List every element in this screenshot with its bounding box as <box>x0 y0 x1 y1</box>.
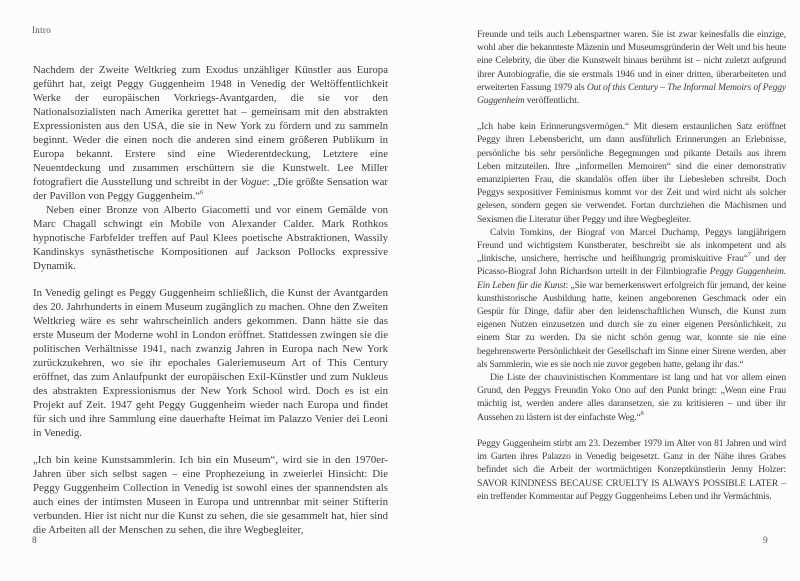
paragraph <box>33 63 388 203</box>
text-run: „Ich bin keine Kunstsammlerin. Ich bin ein Museum“, wird sie in den 1970er-Jahren über sich selbst sagen – eine Prophezeiung in zweierlei Hinsicht: Die Peggy Guggenheim Collection in Venedig ist sowohl eines der spannendsten als auch eines der intimsten Museen in Europa und untrennbar mit seiner Stifterin verbunden. Hier ist nicht nur die Kunst zu sehen, die sie gesammelt hat, hier sind die Arbeiten all der Menschen zu sehen, die ihre Wegbegleiter, <box>33 454 388 536</box>
paragraph <box>477 437 786 503</box>
text-run: „Ich habe kein Erinnerungsvermögen.“ Mit diesem erstaunlichen Satz eröffnet Peggy ihren Lebensbericht, um dann ausführlich Erinnerungen an Erlebnisse, persönliche bis sehr persönliche Begegnungen und pikante Details aus ihrem Leben mitzuteilen. Ihre „informellen Memoiren“ sind die einer demonstrativ emanzipierten Frau, die skandalös offen über ihr Liebesleben schreibt. Doch Peggys sexpositiver Feminismus kommt vor der Zeit und wird nicht als solcher gelesen, sondern gegen sie verwendet. Fortan durchziehen die Machismen und Sexismen die Literatur über Peggy und ihre Wegbegleiter. <box>477 121 786 225</box>
running-header: Intro <box>32 25 51 35</box>
paragraph <box>477 371 786 424</box>
paragraph <box>477 28 786 107</box>
paragraph <box>477 120 786 226</box>
page-number-right: 9 <box>763 536 768 546</box>
text-run: Peggy Guggenheim stirbt am 23. Dezember 1979 im Alter von 81 Jahren und wird im Garten ihres Palazzo in Venedig beigesetzt. Ganz in der Nähe ihres Grabes befindet sich die Arbeit der wortmächtigen Konzeptkünstlerin Jenny Holzer: SAVOR KINDNESS BECAUSE CRUELTY IS ALWAYS POSSIBLE LATER – ein treffender Kommentar auf Peggy Guggenheims Leben und ihr Vermächtnis. <box>477 437 786 502</box>
paragraph <box>33 286 388 440</box>
text-run: : „Sie war bemerkenswert erfolgreich für jemand, der keine kunsthistorische Ausbildung hatte, keinen angeborenen Geschmack oder ein Gespür für Dinge, dafür aber den leidenschaftlichen Wunsch, die Kunst zum eigenen Nutzen einzusetzen und durch sie zu einer eigenen Persönlichkeit, zu einem Star zu werden. Da sie nicht schön genug war, konnte sie nie eine begehrenswerte Persönlichkeit der Gesellschaft im Sinne einer Sirene werden, aber als Sammlerin, wie es sie noch nie zuvor gegeben hatte, gelang ihr das.“ <box>477 279 786 370</box>
italic-title: Peggy Guggenheim. Ein Leben für die Kunst <box>477 266 786 291</box>
italic-title: Out of this Century – The Informal Memoirs of Peggy Guggenheim <box>477 81 786 107</box>
text-run: Calvin Tomkins, der Biograf von Marcel Duchamp, Peggys langjährigem Freund und wichtigstem Kunstberater, beschreibt sie als inkompetent und als „linkische, unsichere, herrische und heißhungrig promiskuitive Frau“ <box>477 226 786 265</box>
italic-title: Vogue <box>240 176 267 188</box>
text-run: Freunde und teils auch Lebenspartner waren. Sie ist zwar keinesfalls die einzige, wohl aber die bekannteste Mäzenin und Museumsgründerin der Welt und bis heute eine Celebrity, die über die Kunstwelt hinaus berühmt ist – nicht zuletzt aufgrund ihrer Autobiografie, die sie erstmals 1946 und in einer dritten, überarbeiteten und erweiterten Fassung 1979 als <box>477 29 786 93</box>
page-number-left: 8 <box>32 536 37 546</box>
left-page-text-block <box>33 63 388 537</box>
text-run: In Venedig gelingt es Peggy Guggenheim schließlich, die Kunst der Avantgarden des 20. Jahrhunderts in einem Museum zugänglich zu machen. Ohne den Zweiten Weltkrieg wäre es sehr wahrscheinlich anders gekommen. Dann hätte sie das erste Museum der Moderne wohl in London eröffnet. Stattdessen zwingen sie die politischen Verhältnisse 1941, nach zwanzig Jahren in Europa nach New York zurückzukehren, wo sie ihr epochales Galeriemuseum Art of This Century eröffnet, das zum Anlaufpunkt der europäischen Exil-Künstler und zum Nukleus des abstrakten Expressionismus der New York School wird. Doch es ist ein Projekt auf Zeit. 1947 geht Peggy Guggenheim wieder nach Europa und findet für sich und ihre Sammlung eine dauerhafte Heimat im Palazzo Venier dei Leoni in Venedig. <box>33 287 388 439</box>
text-run: veröffentlicht. <box>524 95 579 107</box>
paragraph <box>477 226 786 371</box>
text-run: Neben einer Bronze von Alberto Giacometti und vor einem Gemälde von Marc Chagall schwingt ein Mobile von Alexander Calder. Mark Rothkos hypnotische Farbfelder treffen auf Paul Klees poetische Abstraktionen, Wassily Kandinskys synästhetische Kompositionen auf Jackson Pollocks expressive Dynamik. <box>33 204 388 272</box>
paragraph <box>33 453 388 537</box>
text-run: : „Die größte Sensation war der Pavillon von Peggy Guggenheim.“ <box>33 176 388 202</box>
text-run: Nachdem der Zweite Weltkrieg zum Exodus unzähliger Künstler aus Europa geführt hat, zeigt Peggy Guggenheim 1948 in Venedig der Weltöffentlichkeit Werke der europäischen Vorkriegs-Avantgarden, die sie vor den Nationalsozialisten nach Amerika gerettet hat – gemeinsam mit den abstrakten Expressionisten aus den USA, die sie in New York zu fördern und zu sammeln beginnt. Weder die einen noch die anderen sind einem größeren Publikum in Europa bekannt. Erstere sind eine Wiederentdeckung, Letztere eine Neuentdeckung und zusammen erschüttern sie die Kunstwelt. Lee Miller fotografiert die Ausstellung und schreibt in der <box>33 64 388 188</box>
text-run: und der Picasso-Biograf John Richardson urteilt in der Filmbiografie <box>477 253 786 278</box>
paragraph <box>33 203 388 273</box>
footnote-reference: 7 <box>747 252 751 259</box>
text-run: Die Liste der chauvinistischen Kommentare ist lang und hat vor allem einen Grund, den Peggys Freundin Yoko Ono auf den Punkt bringt: „Wenn eine Frau mächtig ist, werden andere alles daransetzen, sie zu kritisieren – und über ihr Aussehen zu lästern ist der einfachste Weg.“ <box>477 372 786 423</box>
footnote-reference: 6 <box>200 188 204 196</box>
footnote-reference: 8 <box>640 410 644 417</box>
right-page-text-block <box>477 28 786 503</box>
